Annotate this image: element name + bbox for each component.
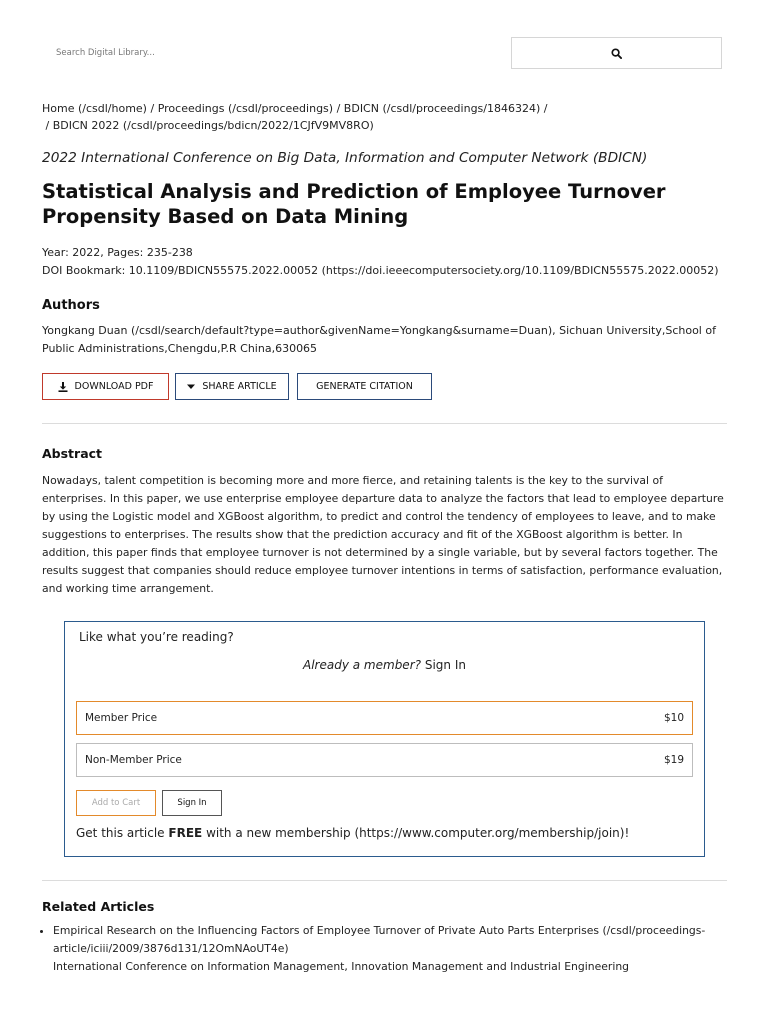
year-pages: Year: 2022, Pages: 235-238 xyxy=(42,246,193,259)
download-pdf-label: DOWNLOAD PDF xyxy=(74,381,154,392)
abstract-text: Nowadays, talent competition is becoming more and more fierce, and retaining talents is the key to the survival of enterprises. In this paper, we use enterprise employee departure data to analyze the factors that lead to employee departure by using the Logistic model and XGBoost algorithm, to predict and control the tendency of employees to leave, and to make suggestions to enterprises. The results show that the prediction accuracy and fit of the XGBoost algorithm is better. In addition, this paper finds that employee turnover is not determined by a single variable, but by several factors together. The results suggest that companies should reduce employee turnover intentions in terms of satisfaction, performance evaluation, and working time arrangement. xyxy=(42,474,724,595)
doi-link[interactable]: DOI Bookmark: 10.1109/BDICN55575.2022.00052 (https://doi.ieeecomputersociety.org/10.1109/BDICN55575.2022.00052) xyxy=(42,264,719,277)
free-prefix: Get this article xyxy=(76,826,165,840)
share-article-label: SHARE ARTICLE xyxy=(202,381,277,392)
breadcrumb-bdicn-2022[interactable]: BDICN 2022 (/csdl/proceedings/bdicn/2022/1CJfV9MV8RO) xyxy=(52,119,374,132)
breadcrumb-separator: / xyxy=(543,102,548,115)
download-pdf-button[interactable] xyxy=(42,373,169,400)
abstract-heading: Abstract xyxy=(42,446,103,461)
authors-list[interactable]: Yongkang Duan (/csdl/search/default?type=author&givenName=Yongkang&surname=Duan), Sichuan University,School of Public Administrations,Chengdu,P.R China,630065 xyxy=(42,324,716,355)
member-signin-prompt xyxy=(65,658,704,672)
divider xyxy=(42,423,727,424)
generate-citation-label: GENERATE CITATION xyxy=(316,381,413,392)
member-price-value: $10 xyxy=(663,712,684,724)
list-item xyxy=(53,922,733,976)
breadcrumb xyxy=(42,100,732,134)
breadcrumb-bdicn[interactable]: BDICN (/csdl/proceedings/1846324) xyxy=(343,102,541,115)
breadcrumb-separator: / xyxy=(150,102,155,115)
search-input[interactable] xyxy=(40,37,510,69)
divider xyxy=(42,880,727,881)
member-price-label: Member Price xyxy=(85,712,158,724)
member-signin-link[interactable]: Sign In xyxy=(424,658,466,672)
generate-citation-button[interactable] xyxy=(297,373,432,400)
related-article-venue: International Conference on Information Management, Innovation Management and Industrial Engineering xyxy=(53,960,630,973)
membership-offer xyxy=(76,826,629,840)
authors-heading: Authors xyxy=(42,298,100,313)
purchase-panel xyxy=(64,621,705,857)
member-question: Already a member? xyxy=(303,658,421,672)
member-price-option[interactable] xyxy=(76,701,693,735)
related-article-link[interactable]: Empirical Research on the Influencing Factors of Employee Turnover of Private Auto Parts Enterprises (/csdl/proceedings-article/iciii/2009/3876d131/12OmNAoUT4e) xyxy=(53,924,706,955)
nonmember-price-label: Non-Member Price xyxy=(85,754,182,766)
nonmember-price-option[interactable] xyxy=(76,743,693,777)
caret-down-icon xyxy=(187,384,195,390)
search-icon xyxy=(611,48,622,59)
conference-title: 2022 International Conference on Big Data, Information and Computer Network (BDICN) xyxy=(42,150,648,166)
share-article-button[interactable] xyxy=(175,373,289,400)
free-word: FREE xyxy=(168,826,203,840)
nonmember-price-value: $19 xyxy=(663,754,684,766)
sign-in-button[interactable]: Sign In xyxy=(162,790,222,816)
membership-link[interactable]: with a new membership (https://www.computer.org/membership/join)! xyxy=(206,826,630,840)
download-icon xyxy=(58,382,68,392)
search-bar xyxy=(40,37,722,69)
page-title: Statistical Analysis and Prediction of Employee Turnover Propensity Based on Data Mining xyxy=(42,180,666,228)
breadcrumb-separator: / xyxy=(45,119,50,132)
breadcrumb-separator: / xyxy=(336,102,341,115)
breadcrumb-proceedings[interactable]: Proceedings (/csdl/proceedings) xyxy=(157,102,334,115)
paper-meta xyxy=(42,244,742,280)
related-articles-list xyxy=(42,922,733,976)
add-to-cart-button[interactable]: Add to Cart xyxy=(76,790,156,816)
paywall-prompt: Like what you’re reading? xyxy=(79,630,234,644)
related-articles-heading: Related Articles xyxy=(42,899,155,914)
breadcrumb-home[interactable]: Home (/csdl/home) xyxy=(42,102,147,115)
search-button[interactable] xyxy=(511,37,722,69)
